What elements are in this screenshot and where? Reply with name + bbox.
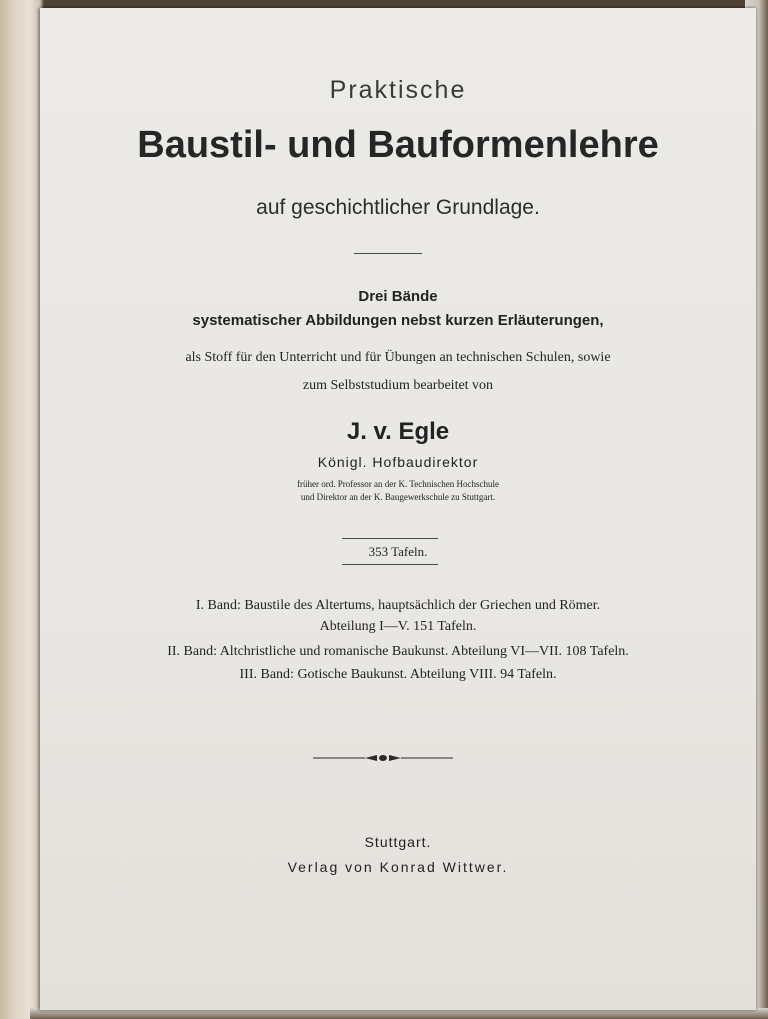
ornament-divider <box>313 750 453 766</box>
purpose-line-1: als Stoff für den Unterricht und für Übungen an technischen Schulen, sowie <box>185 350 611 365</box>
kicker-text: Praktische <box>329 76 467 104</box>
author-note-2: und Direktor an der K. Baugewerkschule zu Stuttgart. <box>300 492 496 502</box>
volumes-heading: Drei Bände <box>358 288 438 305</box>
publication-place: Stuttgart. <box>364 834 432 850</box>
purpose-line-2: zum Selbststudium bearbeitet von <box>302 378 494 393</box>
plates-total: 353 Tafeln. <box>368 544 428 559</box>
author-name: J. v. Egle <box>346 418 450 445</box>
publisher: Verlag von Konrad Wittwer. <box>287 859 509 875</box>
author-note-1: früher ord. Professor an der K. Technischen Hochschule <box>297 479 499 489</box>
subtitle: auf geschichtlicher Grundlage. <box>256 196 540 219</box>
volumes-description: systematischer Abbildungen nebst kurzen Erläuterungen, <box>192 312 604 329</box>
main-title: Baustil- und Bauformenlehre <box>137 124 659 166</box>
divider-short <box>354 253 422 254</box>
volume-list-item: III. Band: Gotische Baukunst. Abteilung VIII. 94 Tafeln. <box>239 667 557 682</box>
plates-rule-top <box>342 538 438 539</box>
plates-rule-bottom <box>342 564 438 565</box>
author-title: Königl. Hofbaudirektor <box>317 454 479 470</box>
volume-list-item: I. Band: Baustile des Altertums, hauptsächlich der Griechen und Römer. <box>195 598 601 613</box>
volume-list-item: Abteilung I—V. 151 Tafeln. <box>319 619 477 634</box>
volume-list-item: II. Band: Altchristliche und romanische Baukunst. Abteilung VI—VII. 108 Tafeln. <box>167 644 629 659</box>
